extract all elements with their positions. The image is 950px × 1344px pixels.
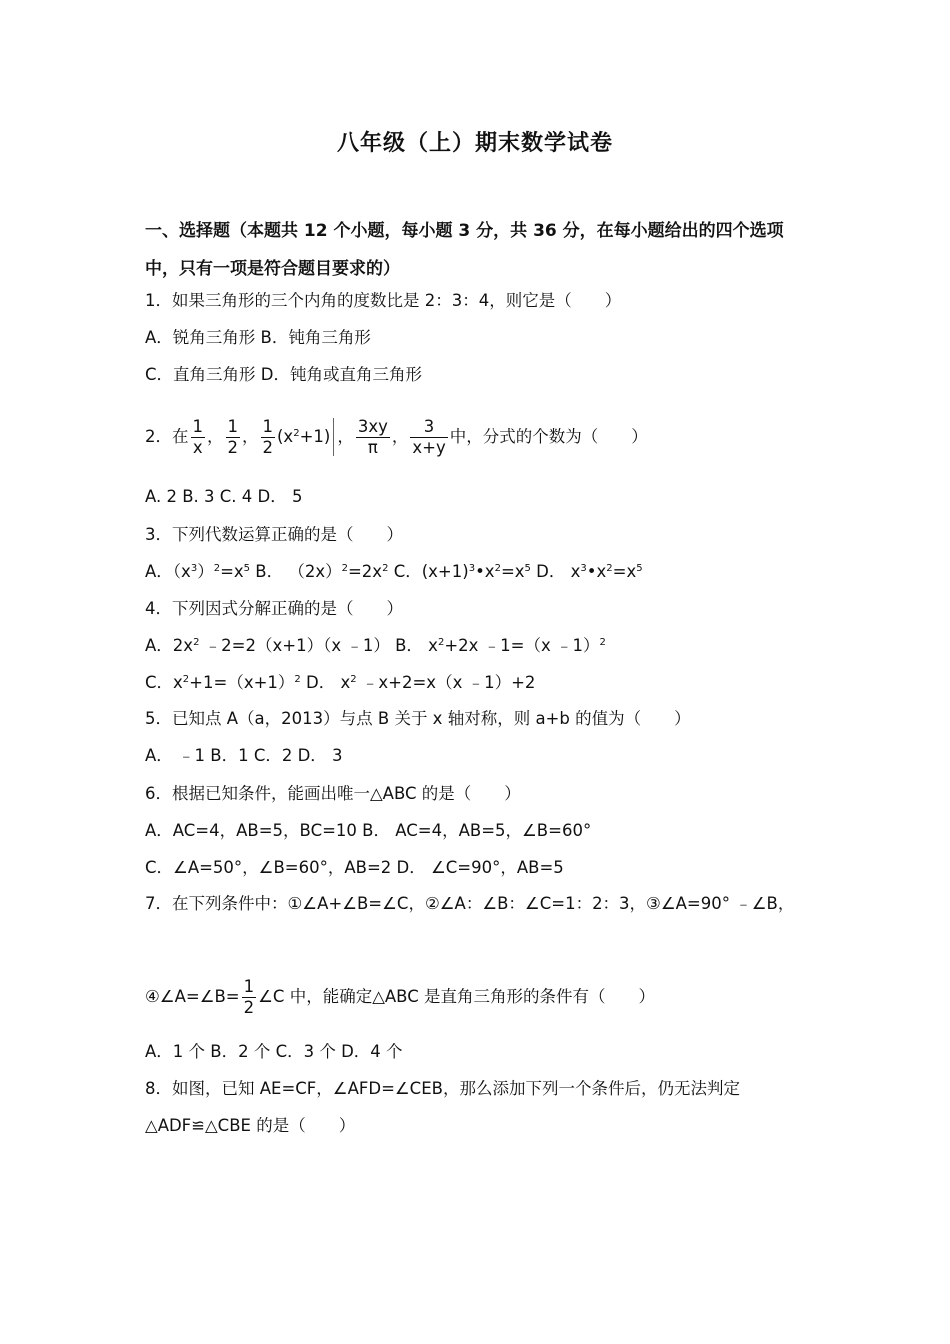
- separator-bar: [333, 418, 334, 456]
- question-3-stem: 3．下列代数运算正确的是（ ）: [145, 525, 403, 544]
- comma: ，: [337, 427, 354, 446]
- question-4-stem: 4．下列因式分解正确的是（ ）: [145, 599, 403, 618]
- section-heading-line1: 一、选择题（本题共 12 个小题，每小题 3 分，共 36 分，在每小题给出的四个选项: [145, 221, 784, 241]
- q2-expr-tail: $(x^2+1)$: [277, 427, 331, 446]
- question-4-options-ab: A．$2x^2$ ﹣2=2（x+1）（x ﹣1） B． $x^2+2x$ ﹣1=（x ﹣1）$^2$: [145, 636, 606, 655]
- question-3-options: A．$(x^3)^2=x^5$ B． $(2x)^2=2x^2$ C．$(x+1)^3•x^2=x^5$ D． $x^3•x^2=x^5$: [145, 562, 643, 581]
- fraction-1-over-x: $\frac{1}{x}$: [192, 416, 203, 457]
- question-5-stem: 5．已知点 A（a，2013）与点 B 关于 x 轴对称，则 a+b 的值为（ ）: [145, 709, 691, 728]
- question-6-stem: 6．根据已知条件，能画出唯一△ABC 的是（ ）: [145, 784, 521, 803]
- question-7-line2: ④∠A=∠B= $\frac{1}{2}$ ∠C 中，能确定△ABC 是直角三角形的条件有（ ）: [145, 976, 655, 1017]
- fraction-1-over-2: $\frac{1}{2}$: [227, 416, 238, 457]
- q2-suffix: 中，分式的个数为（ ）: [449, 427, 648, 446]
- question-4-options-cd: C．$x^2+1=(x+1)^2$ D． $x^2$ ﹣x+2=x（x ﹣1）+2: [145, 673, 536, 692]
- fraction-3xy-over-pi: $\frac{3xy}{\pi}$: [357, 416, 388, 457]
- question-1-options-ab: A．锐角三角形 B．钝角三角形: [145, 328, 371, 347]
- fraction-1-over-2: $\frac{1}{2}$: [243, 976, 255, 1017]
- comma: ，: [242, 427, 259, 446]
- question-7-options: A．1 个 B．2 个 C．3 个 D．4 个: [145, 1042, 403, 1061]
- question-6-options-cd: C．∠A=50°，∠B=60°，AB=2 D． ∠C=90°，AB=5: [145, 858, 564, 877]
- question-7-line1: 7．在下列条件中：①∠A+∠B=∠C，②∠A：∠B：∠C=1：2：3，③∠A=90° ﹣∠B，: [145, 894, 795, 913]
- question-2-options: A. 2 B. 3 C. 4 D． 5: [145, 487, 303, 506]
- question-2-stem: [145, 412, 648, 462]
- question-8-line1: 8．如图，已知 AE=CF，∠AFD=∠CEB，那么添加下列一个条件后，仍无法判定: [145, 1079, 740, 1098]
- question-6-options-ab: A．AC=4，AB=5，BC=10 B． AC=4，AB=5，∠B=60°: [145, 821, 592, 840]
- question-8-line2: △ADF≌△CBE 的是（ ）: [145, 1116, 356, 1135]
- question-5-options: A． ﹣1 B．1 C．2 D． 3: [145, 746, 343, 765]
- fraction-half-x2-plus-1: $\frac{1}{2}$: [262, 416, 273, 457]
- q2-prefix: 2．在: [145, 427, 189, 446]
- comma: ，: [207, 427, 224, 446]
- question-1-stem: 1．如果三角形的三个内角的度数比是 2：3：4，则它是（ ）: [145, 291, 622, 310]
- comma: ，: [391, 427, 409, 446]
- fraction-3-over-x-plus-y: $\frac{3}{x+y}$: [412, 416, 446, 457]
- question-1-options-cd: C．直角三角形 D．钝角或直角三角形: [145, 365, 422, 384]
- section-heading-line2: 中，只有一项是符合题目要求的）: [145, 259, 400, 279]
- page-title: 八年级（上）期末数学试卷: [336, 131, 613, 156]
